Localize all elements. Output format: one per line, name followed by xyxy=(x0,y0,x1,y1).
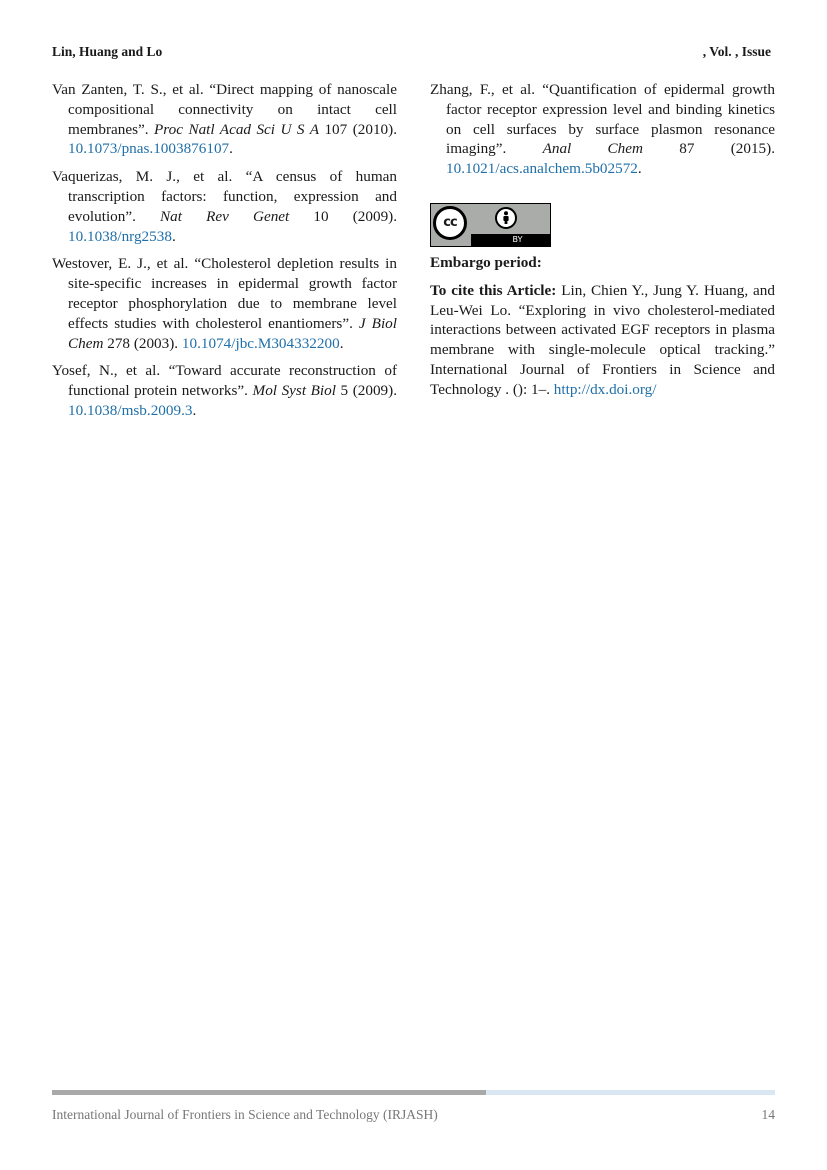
by-label: BY xyxy=(471,234,550,246)
cc-icon: cc xyxy=(433,206,467,240)
reference-text: Yosef, N., et al. “Toward accurate reconstruction of functional protein networks”. xyxy=(52,362,397,400)
reference-details: 10 (2009). xyxy=(289,207,398,225)
footer-rule xyxy=(52,1090,775,1095)
references-right-column xyxy=(430,80,775,400)
reference-doi-link[interactable]: 10.1073/pnas.1003876107 xyxy=(68,140,230,158)
reference-end: . xyxy=(229,140,233,158)
reference-journal: Anal Chem xyxy=(542,140,643,158)
reference-text: Van Zanten, T. S., et al. “Direct mapping of nanoscale compositional connectivity on intact cell membranes”. xyxy=(52,81,397,138)
running-header-authors: Lin, Huang and Lo xyxy=(52,44,163,59)
reference-item xyxy=(52,167,397,246)
reference-journal: Mol Syst Biol xyxy=(252,382,336,400)
page-number: 14 xyxy=(761,1107,775,1122)
reference-doi-link[interactable]: 10.1038/nrg2538 xyxy=(68,227,172,245)
reference-doi-link[interactable]: 10.1021/acs.analchem.5b02572 xyxy=(446,160,638,178)
reference-journal: Nat Rev Genet xyxy=(160,207,290,225)
citation-block xyxy=(430,281,775,400)
creative-commons-by-icon[interactable] xyxy=(430,203,551,247)
reference-item xyxy=(52,80,397,159)
reference-item xyxy=(52,254,397,353)
attribution-person-icon xyxy=(495,207,517,229)
embargo-period: Embargo period: xyxy=(430,253,542,271)
reference-doi-link[interactable]: 10.1074/jbc.M304332200 xyxy=(181,334,340,352)
footer-rule-fill xyxy=(52,1090,486,1095)
citation-label: To cite this Article: xyxy=(430,281,557,299)
footer-journal-name: International Journal of Frontiers in Science and Technology (IRJASH) xyxy=(52,1107,438,1122)
reference-item xyxy=(52,361,397,420)
reference-details: 5 (2009). xyxy=(335,382,397,400)
references-left-column xyxy=(52,80,397,429)
reference-text: Zhang, F., et al. “Quantification of epidermal growth factor receptor expression level and binding kinetics on cell surfaces by surface plasmon resonance imaging”. xyxy=(430,81,775,158)
reference-text: Vaquerizas, M. J., et al. “A census of human transcription factors: function, expression and evolution”. xyxy=(52,168,397,225)
reference-text: Westover, E. J., et al. “Cholesterol depletion results in site-specific increases in epidermal growth factor receptor phosphorylation due to membrane level effects studies with cholesterol enantiomers”. xyxy=(52,255,397,332)
reference-journal: J Biol Chem xyxy=(68,314,397,352)
reference-end: . xyxy=(171,227,176,245)
reference-end: . xyxy=(339,334,344,352)
citation-text: Lin, Chien Y., Jung Y. Huang, and Leu-Wei Lo. “Exploring in vivo cholesterol-mediated interactions between activated EGF receptors in plasma membrane with single-molecule optical tracking.” International Journal of Frontiers in Science and Technology . (): 1–. xyxy=(430,281,775,398)
reference-details: 107 (2010). xyxy=(319,120,398,138)
reference-end: . xyxy=(192,401,197,419)
reference-details: 278 (2003). xyxy=(103,334,182,352)
reference-doi-link[interactable]: 10.1038/msb.2009.3 xyxy=(68,401,193,419)
citation-doi-link[interactable]: http://dx.doi.org/ xyxy=(553,380,657,398)
reference-end: . xyxy=(637,160,642,178)
running-header-volume: , Vol. , Issue xyxy=(702,44,771,59)
reference-item xyxy=(430,80,775,179)
reference-details: 87 (2015). xyxy=(642,140,775,158)
reference-journal: Proc Natl Acad Sci U S A xyxy=(154,120,319,138)
